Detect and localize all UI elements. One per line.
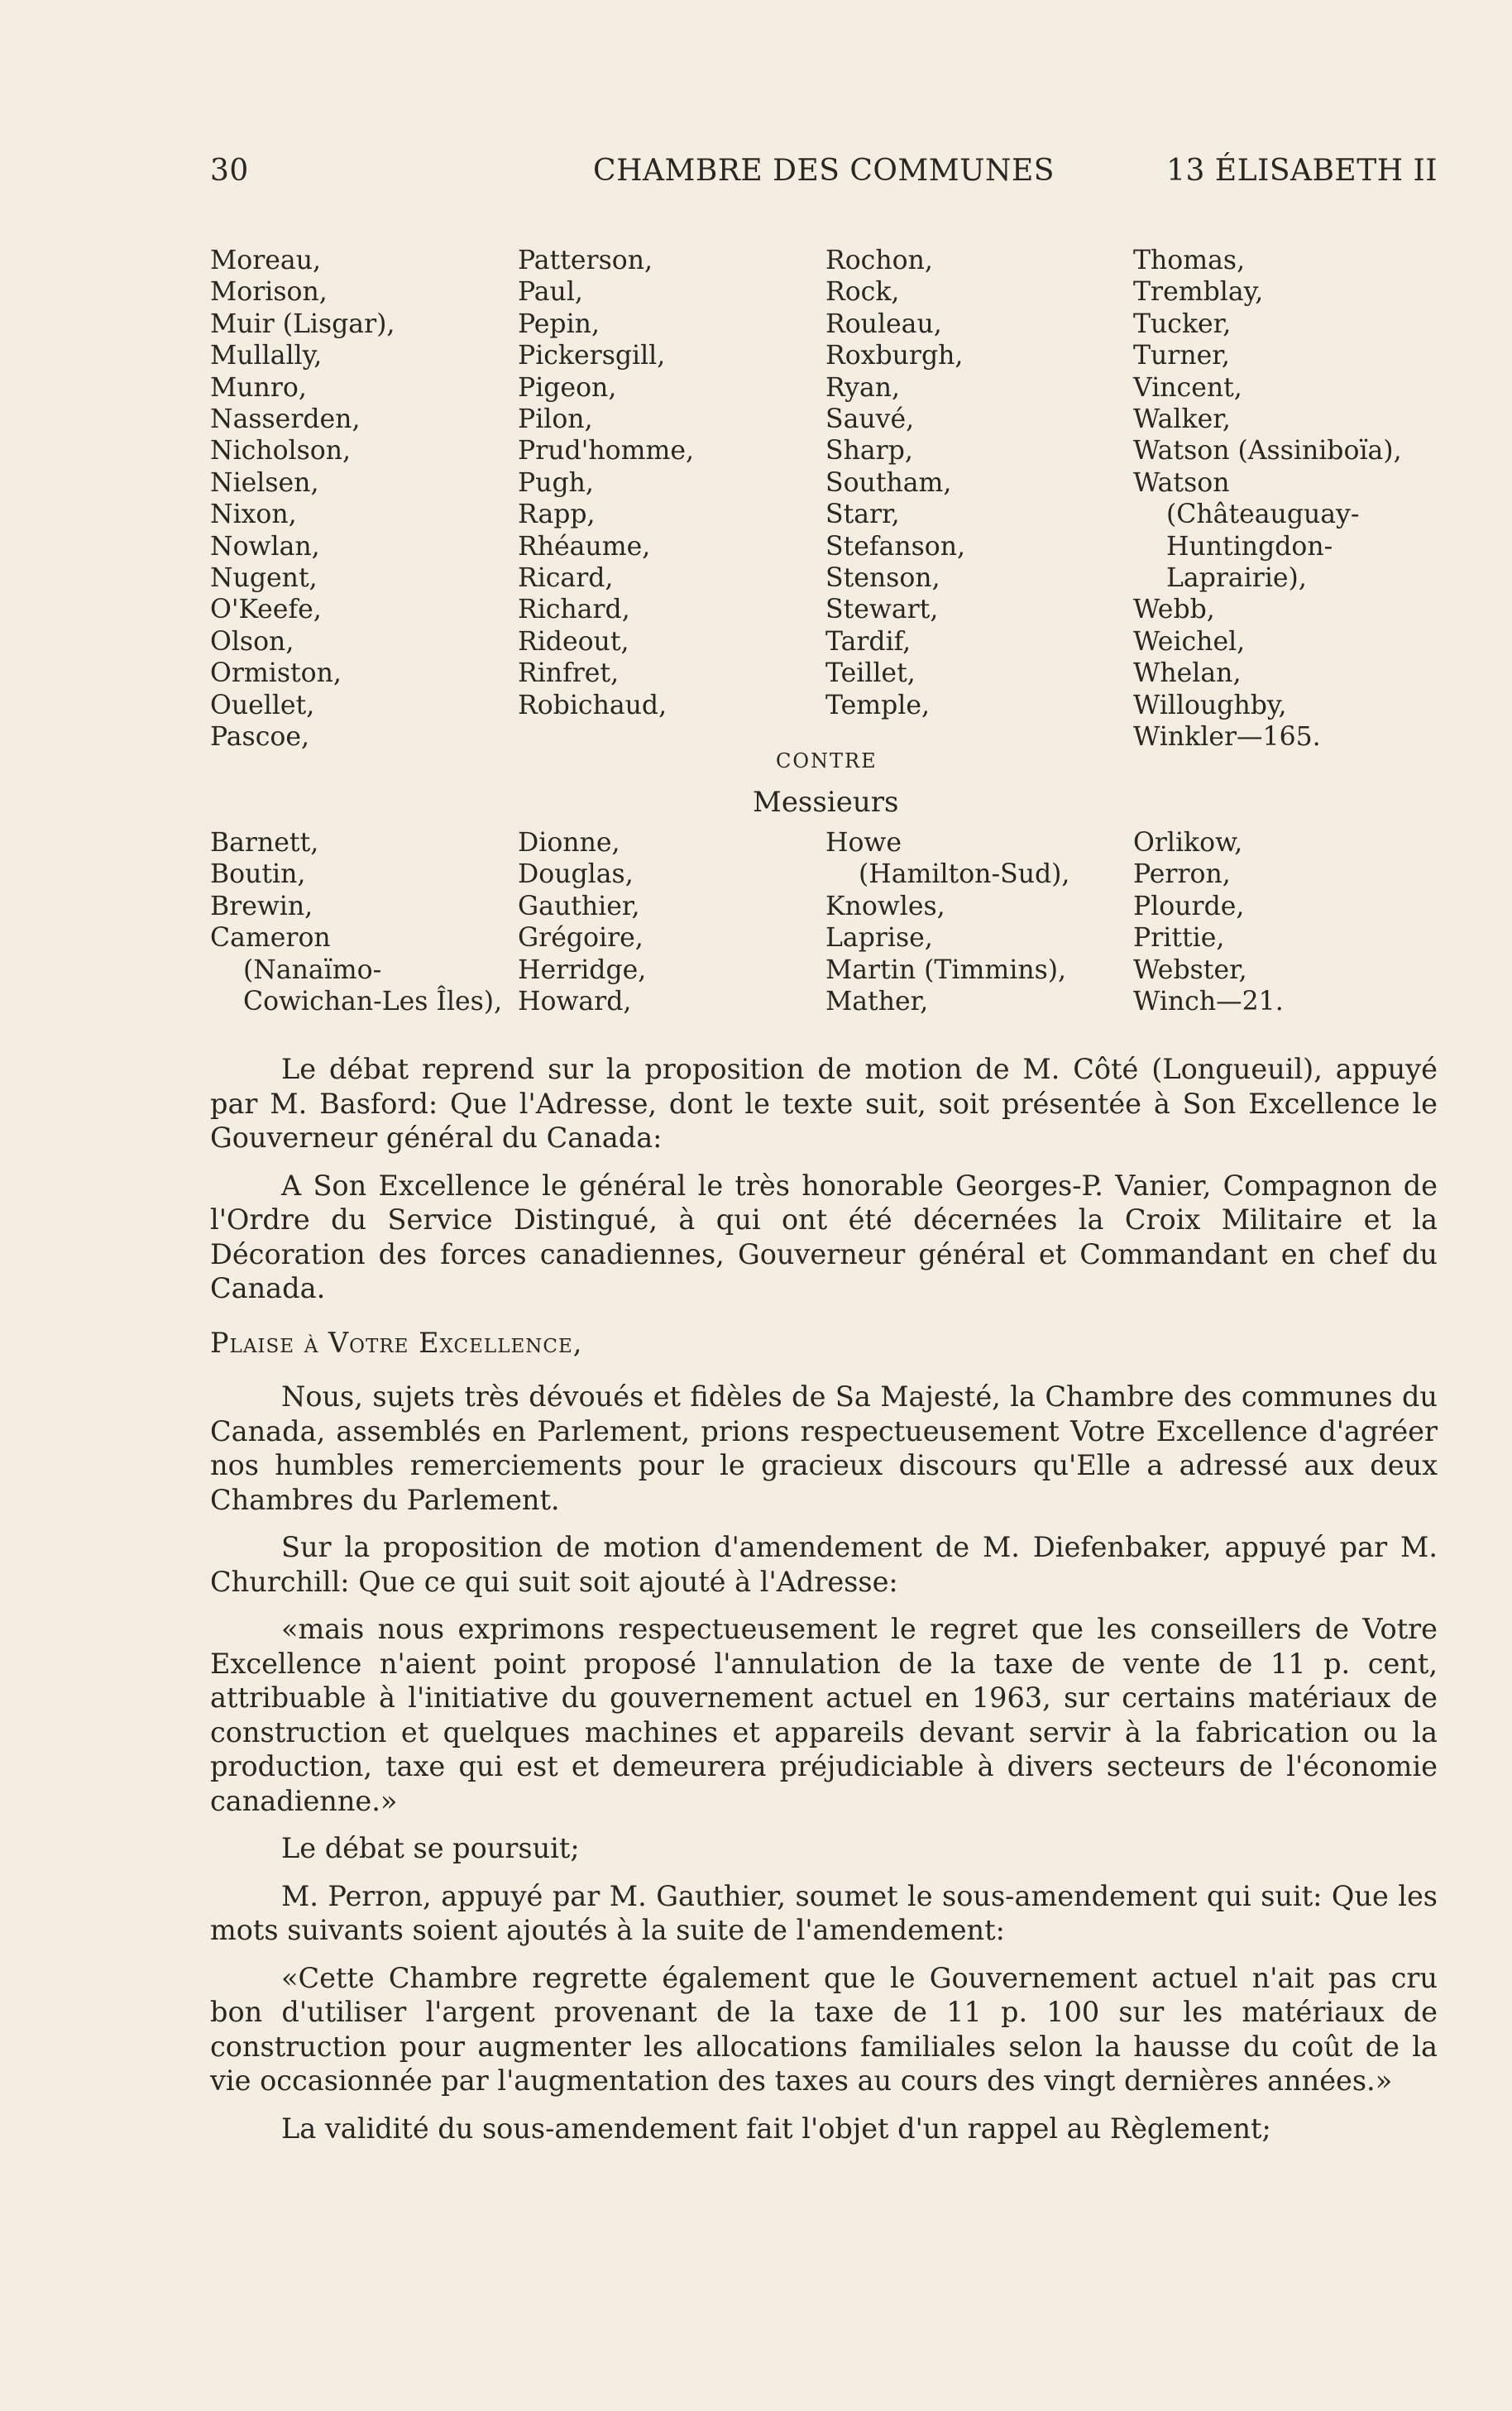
member-name: Pilon, (518, 404, 593, 435)
member-name: Tucker, (1133, 309, 1232, 339)
member-name: Gauthier, (518, 891, 640, 921)
member-name: Mullally, (210, 341, 323, 371)
yeas-list (210, 245, 1438, 753)
member-name: O'Keefe, (210, 595, 322, 625)
member-name: Morison, (210, 277, 328, 308)
member-name: Robichaud, (518, 690, 667, 720)
member-name: Ryan, (825, 372, 901, 403)
member-name: Nowlan, (210, 531, 320, 562)
member-name: (Châteauguay- (1166, 500, 1360, 530)
contre-label: CONTRE (776, 749, 878, 773)
member-name: Pugh, (518, 467, 594, 498)
member-name: Ormiston, (210, 658, 342, 689)
member-name: (Nanaïmo- (243, 954, 382, 985)
member-name: Martin (Timmins), (825, 954, 1067, 985)
member-name: Barnett, (210, 828, 319, 858)
member-name: Muir (Lisgar), (210, 309, 395, 339)
yeas-column-4 (1133, 245, 1438, 753)
paragraph-amendment: Sur la proposition de motion d'amendement de M. Diefenbaker, appuyé par M. Churchill: Que ce qui suit soit ajouté à l'Adresse: (210, 1531, 1438, 1598)
member-name: Grégoire, (518, 923, 644, 954)
member-name: Watson (Assiniboïa), (1133, 436, 1402, 466)
yeas-column-2 (518, 245, 825, 753)
member-name: Nixon, (210, 500, 297, 530)
member-name: Prittie, (1133, 923, 1225, 954)
member-name: Roxburgh, (825, 341, 964, 371)
member-name: Brewin, (210, 891, 313, 921)
member-name: Southam, (825, 467, 952, 498)
member-name: Sharp, (825, 436, 913, 466)
salutation: Plaise à Votre Excellence, (210, 1326, 583, 1359)
member-name: Whelan, (1133, 658, 1242, 689)
member-name: Cameron (210, 923, 331, 954)
yeas-column-3 (825, 245, 1133, 753)
messieurs-label: Messieurs (753, 786, 899, 819)
member-name: Patterson, (518, 246, 653, 275)
member-name: Dionne, (518, 828, 620, 858)
member-name: Stenson, (825, 563, 940, 594)
nays-column-2 (518, 827, 825, 1017)
paragraph-subamendment: M. Perron, appuyé par M. Gauthier, soumet le sous-amendement qui suit: Que les mots suivants soient ajoutés à la suite de l'amendement: (210, 1879, 1438, 1946)
member-name: Winkler—165. (1133, 722, 1321, 753)
member-name: Prud'homme, (518, 436, 695, 466)
member-name: Nielsen, (210, 467, 319, 498)
paragraph-point-of-order: La validité du sous-amendement fait l'objet d'un rappel au Règlement; (281, 2112, 1271, 2145)
running-title: CHAMBRE DES COMMUNES (593, 154, 1055, 188)
member-name: Pepin, (518, 309, 600, 339)
nays-column-3 (825, 827, 1133, 1017)
member-name: Knowles, (825, 891, 945, 921)
member-name: Laprairie), (1166, 563, 1307, 594)
member-name: Laprise, (825, 923, 933, 954)
member-name: Turner, (1133, 341, 1230, 371)
member-name: Boutin, (210, 859, 306, 890)
nays-column-4 (1133, 827, 1438, 1017)
member-name: Howard, (518, 987, 632, 1017)
member-name: Nugent, (210, 563, 318, 594)
member-name: Starr, (825, 500, 900, 530)
member-name: Rock, (825, 277, 900, 308)
member-name: Richard, (518, 595, 630, 625)
member-name: Cowichan-Les Îles), (243, 987, 503, 1017)
member-name: Rhéaume, (518, 531, 651, 562)
member-name: Teillet, (825, 658, 916, 689)
member-name: Pascoe, (210, 722, 309, 753)
member-name: Stefanson, (825, 531, 966, 562)
member-name: Nasserden, (210, 404, 361, 435)
member-name: Orlikow, (1133, 828, 1243, 858)
paragraph-address-body: Nous, sujets très dévoués et fidèles de Sa Majesté, la Chambre des communes du Canada, assemblés en Parlement, prions respectueusement Votre Excellence d'agréer nos humbles remerciements pour le gracieux discours qu'Elle a adressé aux deux Chambres du Parlement. (210, 1380, 1438, 1516)
member-name: Herridge, (518, 954, 647, 985)
member-name: Rapp, (518, 500, 596, 530)
member-name: Webb, (1133, 595, 1215, 625)
member-name: Winch—21. (1133, 987, 1284, 1017)
regnal-year: 13 ÉLISABETH II (1166, 154, 1438, 188)
page-header (210, 154, 1438, 195)
member-name: Rideout, (518, 626, 629, 657)
paragraph-debate-continues: Le débat se poursuit; (281, 1832, 580, 1864)
member-name: Webster, (1133, 954, 1247, 985)
member-name: Watson (1133, 467, 1230, 498)
paragraph-subamendment-text: «Cette Chambre regrette également que le Gouvernement actuel n'ait pas cru bon d'utiliser l'argent provenant de la taxe de 11 p. 100 sur les matériaux de construction pour augmenter les allocations familiales selon la hausse du coût de la vie occasionnée par l'augmentation des taxes au cours des vingt dernières années.» (210, 1961, 1438, 2097)
member-name: Munro, (210, 372, 307, 403)
member-name: Tardif, (825, 626, 912, 657)
member-name: Mather, (825, 987, 929, 1017)
member-name: Walker, (1133, 404, 1231, 435)
member-name: Tremblay, (1133, 277, 1264, 308)
member-name: Douglas, (518, 859, 634, 890)
member-name: (Hamilton-Sud), (859, 859, 1070, 890)
member-name: Stewart, (825, 595, 939, 625)
paragraph-amendment-text: «mais nous exprimons respectueusement le regret que les conseillers de Votre Excellence n'aient point proposé l'annulation de la taxe de vente de 11 p. cent, attribuable à l'initiative du gouvernement actuel en 1963, sur certains matériaux de construction et quelques machines et appareils devant servir à la fabrication ou la production, taxe qui est et demeurera préjudiciable à divers secteurs de l'économie canadienne.» (210, 1613, 1438, 1817)
member-name: Howe (825, 828, 902, 858)
member-name: Nicholson, (210, 436, 352, 466)
member-name: Weichel, (1133, 626, 1246, 657)
member-name: Moreau, (210, 246, 321, 275)
member-name: Perron, (1133, 859, 1231, 890)
member-name: Pickersgill, (518, 341, 666, 371)
member-name: Plourde, (1133, 891, 1245, 921)
member-name: Ouellet, (210, 690, 315, 720)
member-name: Sauvé, (825, 404, 915, 435)
proceedings-text (210, 1052, 1438, 2146)
paragraph-address-recipient: A Son Excellence le général le très honorable Georges-P. Vanier, Compagnon de l'Ordre du Service Distingué, à qui ont été décernées la Croix Militaire et la Décoration des forces canadiennes, Gouverneur général et Commandant en chef du Canada. (210, 1169, 1438, 1304)
member-name: Huntingdon- (1166, 531, 1333, 562)
member-name: Vincent, (1133, 372, 1242, 403)
yeas-column-1 (210, 245, 518, 753)
member-name: Rochon, (825, 246, 933, 275)
member-name: Rouleau, (825, 309, 942, 339)
page-number: 30 (210, 154, 249, 188)
member-name: Thomas, (1133, 246, 1246, 275)
member-name: Temple, (825, 690, 930, 720)
member-name: Willoughby, (1133, 690, 1287, 720)
member-name: Ricard, (518, 563, 614, 594)
member-name: Pigeon, (518, 372, 617, 403)
member-name: Paul, (518, 277, 583, 308)
member-name: Rinfret, (518, 658, 620, 689)
paragraph-debate-resumes: Le débat reprend sur la proposition de motion de M. Côté (Longueuil), appuyé par M. Basford: Que l'Adresse, dont le texte suit, soit présentée à Son Excellence le Gouverneur général du Canada: (210, 1053, 1438, 1154)
member-name: Olson, (210, 626, 294, 657)
nays-list (210, 827, 1438, 1017)
nays-column-1 (210, 827, 518, 1017)
